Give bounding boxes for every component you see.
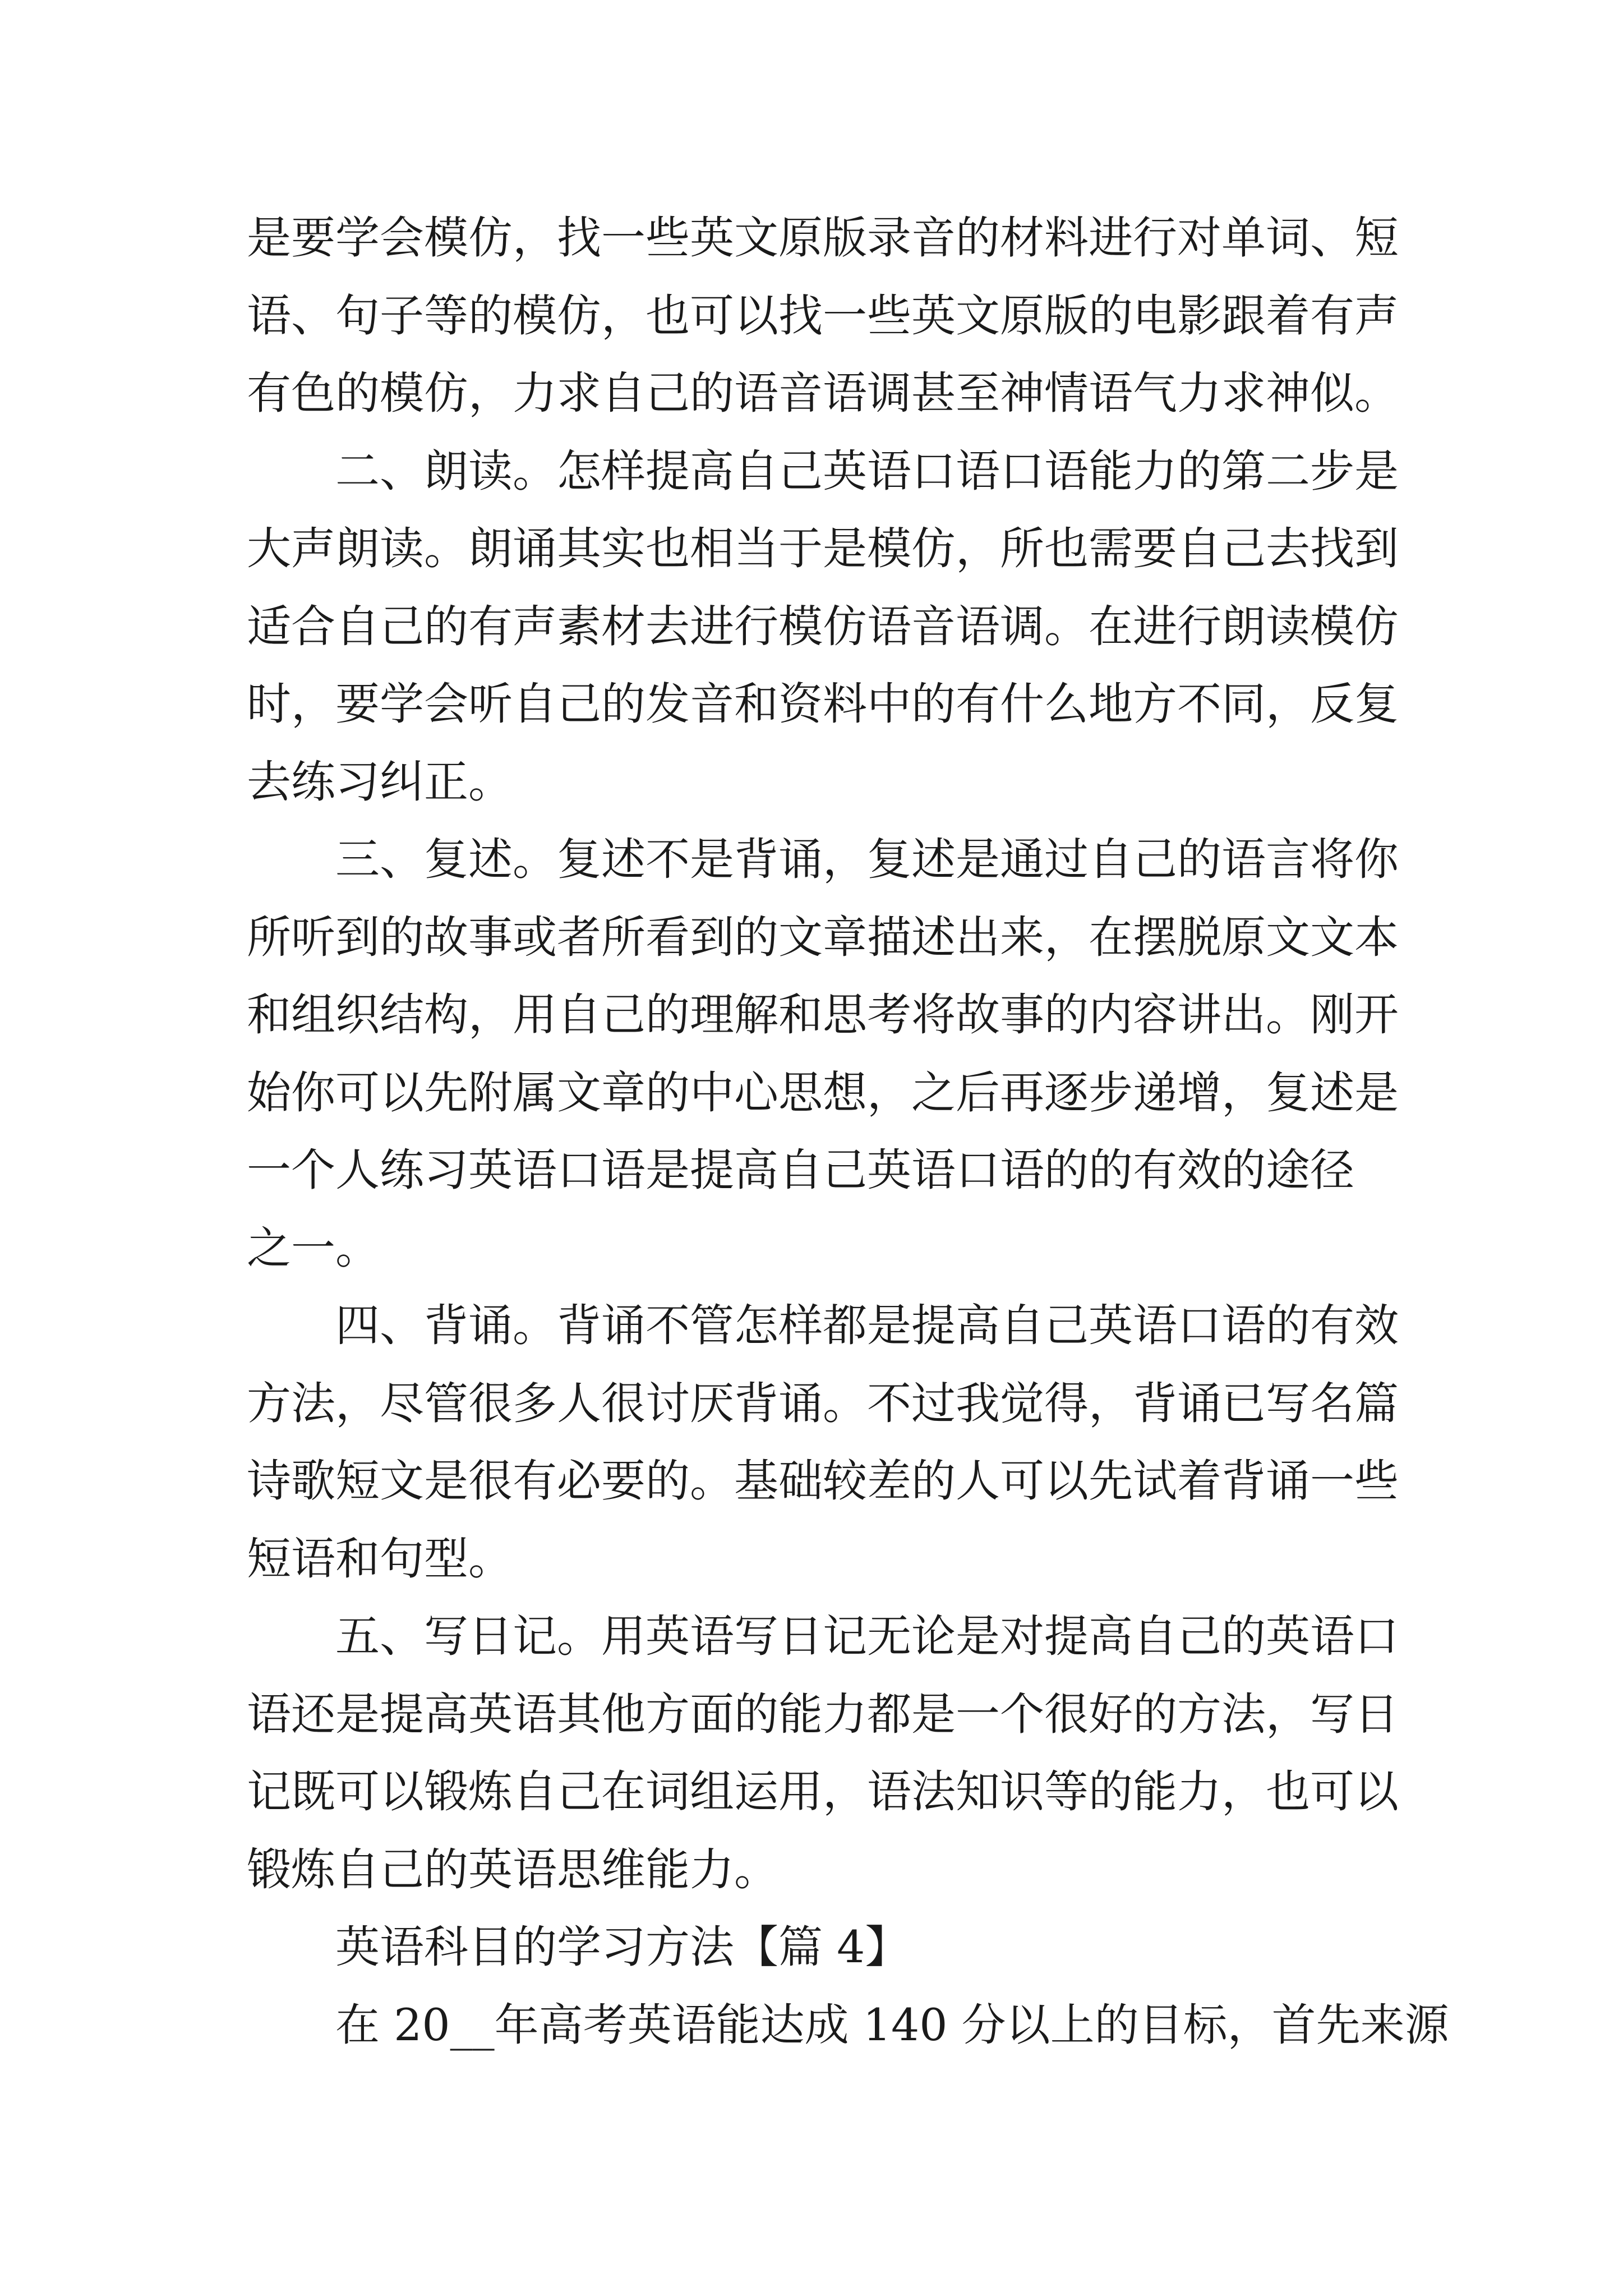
text-line: 和组织结构，用自己的理解和思考将故事的内容讲出。刚开 bbox=[247, 989, 1399, 1041]
section-heading: 英语科目的学习方法【篇 4】 bbox=[335, 1921, 910, 1973]
text-line: 诗歌短文是很有必要的。基础较差的人可以先试着背诵一些 bbox=[247, 1455, 1399, 1507]
text-line: 记既可以锻炼自己在词组运用，语法知识等的能力，也可以 bbox=[247, 1766, 1399, 1818]
paragraph-reading bbox=[247, 432, 1399, 821]
text-line: 之一。 bbox=[247, 1222, 380, 1274]
text-line: 语、句子等的模仿，也可以找一些英文原版的电影跟着有声 bbox=[247, 289, 1399, 342]
text-line: 有色的模仿，力求自己的语音语调甚至神情语气力求神似。 bbox=[247, 367, 1399, 419]
text-line: 短语和句型。 bbox=[247, 1533, 513, 1585]
paragraph-imitation-cont bbox=[247, 199, 1399, 432]
paragraph-diary bbox=[247, 1598, 1399, 1908]
text-line: 适合自己的有声素材去进行模仿语音语调。在进行朗读模仿 bbox=[247, 600, 1399, 652]
text-line: 是要学会模仿，找一些英文原版录音的材料进行对单词、短 bbox=[247, 212, 1399, 264]
text-line: 三、复述。复述不是背诵，复述是通过自己的语言将你 bbox=[335, 834, 1399, 885]
text-line: 始你可以先附属文章的中心思想，之后再逐步递增，复述是 bbox=[247, 1066, 1399, 1119]
text-line: 所听到的故事或者所看到的文章描述出来，在摆脱原文文本 bbox=[247, 911, 1399, 963]
text-line: 五、写日记。用英语写日记无论是对提高自己的英语口 bbox=[335, 1611, 1399, 1662]
text-line: 四、背诵。背诵不管怎样都是提高自己英语口语的有效 bbox=[335, 1300, 1399, 1351]
text-line: 时，要学会听自己的发音和资料中的有什么地方不同，反复 bbox=[247, 678, 1399, 730]
text-line: 锻炼自己的英语思维能力。 bbox=[247, 1843, 778, 1895]
body-text bbox=[247, 199, 1449, 2064]
paragraph-reciting bbox=[247, 1287, 1399, 1598]
text-line: 一个人练习英语口语是提高自己英语口语的的有效的途径 bbox=[247, 1144, 1354, 1196]
text-line: 二、朗读。怎样提高自己英语口语口语能力的第二步是 bbox=[335, 445, 1399, 497]
paragraph-retelling bbox=[247, 821, 1399, 1287]
text-line: 方法，尽管很多人很讨厌背诵。不过我觉得，背诵已写名篇 bbox=[247, 1377, 1399, 1429]
text-line: 在 20__年高考英语能达成 140 分以上的目标，首先来源 bbox=[335, 1999, 1449, 2051]
text-line: 大声朗读。朗诵其实也相当于是模仿，所也需要自己去找到 bbox=[247, 523, 1399, 574]
text-line: 语还是提高英语其他方面的能力都是一个很好的方法，写日 bbox=[247, 1688, 1399, 1740]
text-line: 去练习纠正。 bbox=[247, 756, 513, 808]
